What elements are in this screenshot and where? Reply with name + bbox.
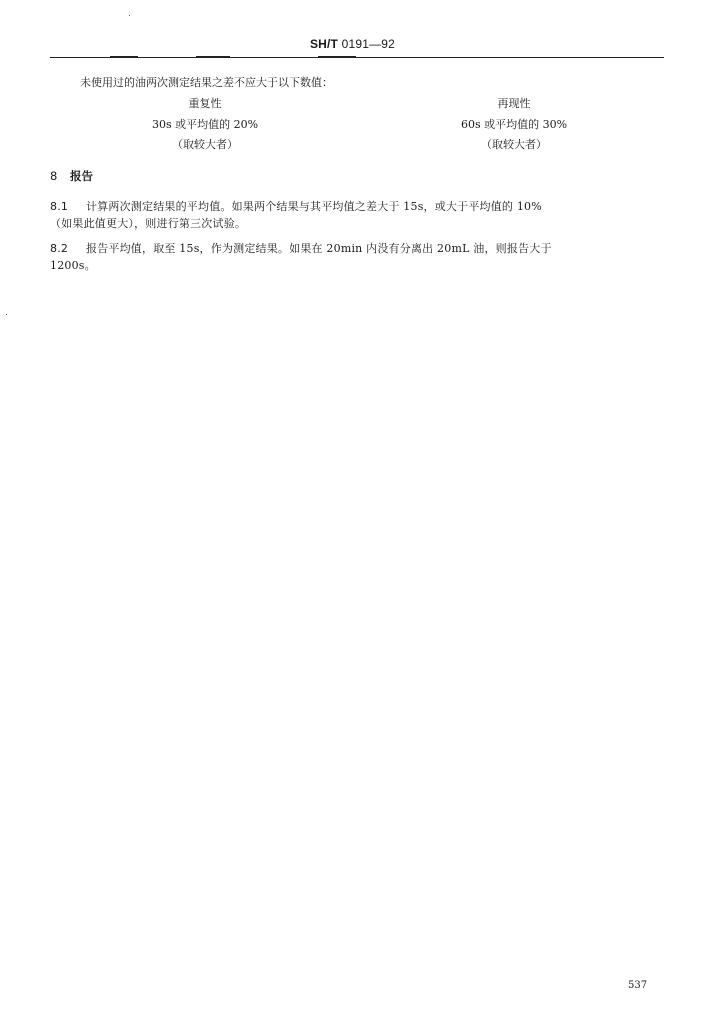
- clause-line: 1200s。: [50, 259, 96, 272]
- standard-prefix: SH/T: [309, 37, 339, 51]
- clause-number: 8.1: [50, 200, 69, 213]
- header-rule: [50, 57, 664, 58]
- scan-speck: [6, 314, 7, 315]
- clause-8-1: [50, 198, 664, 232]
- section-heading: [50, 169, 93, 183]
- scan-speck: [129, 15, 130, 16]
- repeatability-value: 30s 或平均值的 20%: [151, 118, 259, 131]
- precision-intro: 未使用过的油两次测定结果之差不应大于以下数值：: [80, 76, 333, 89]
- standard-number: 0191—92: [338, 37, 396, 51]
- clause-line: [50, 198, 664, 215]
- clause-line: （如果此值更大），则进行第三次试验。: [50, 217, 247, 230]
- header-rule-accent: [110, 56, 138, 58]
- reproducibility-title: 再现性: [497, 97, 531, 110]
- reproducibility-note: （取较大者）: [481, 138, 547, 151]
- header-rule-accent: [196, 56, 230, 58]
- repeatability-title: 重复性: [188, 97, 222, 110]
- clause-text: 报告平均值，取至 15s，作为测定结果。如果在 20min 内没有分离出 20mL 油，则报告大于: [86, 242, 552, 255]
- clause-8-2: [50, 240, 664, 274]
- page-number: 537: [628, 980, 648, 991]
- clause-text: 计算两次测定结果的平均值。如果两个结果与其平均值之差大于 15s，或大于平均值的 10%: [86, 200, 542, 213]
- reproducibility-value: 60s 或平均值的 30%: [460, 118, 568, 131]
- clause-number: 8.2: [50, 242, 69, 255]
- section-number: 8: [50, 169, 58, 183]
- standard-code-header: [0, 37, 705, 51]
- repeatability-note: （取较大者）: [172, 138, 238, 151]
- section-title: 报告: [70, 169, 93, 183]
- clause-line: [50, 240, 664, 257]
- header-rule-accent: [318, 56, 356, 58]
